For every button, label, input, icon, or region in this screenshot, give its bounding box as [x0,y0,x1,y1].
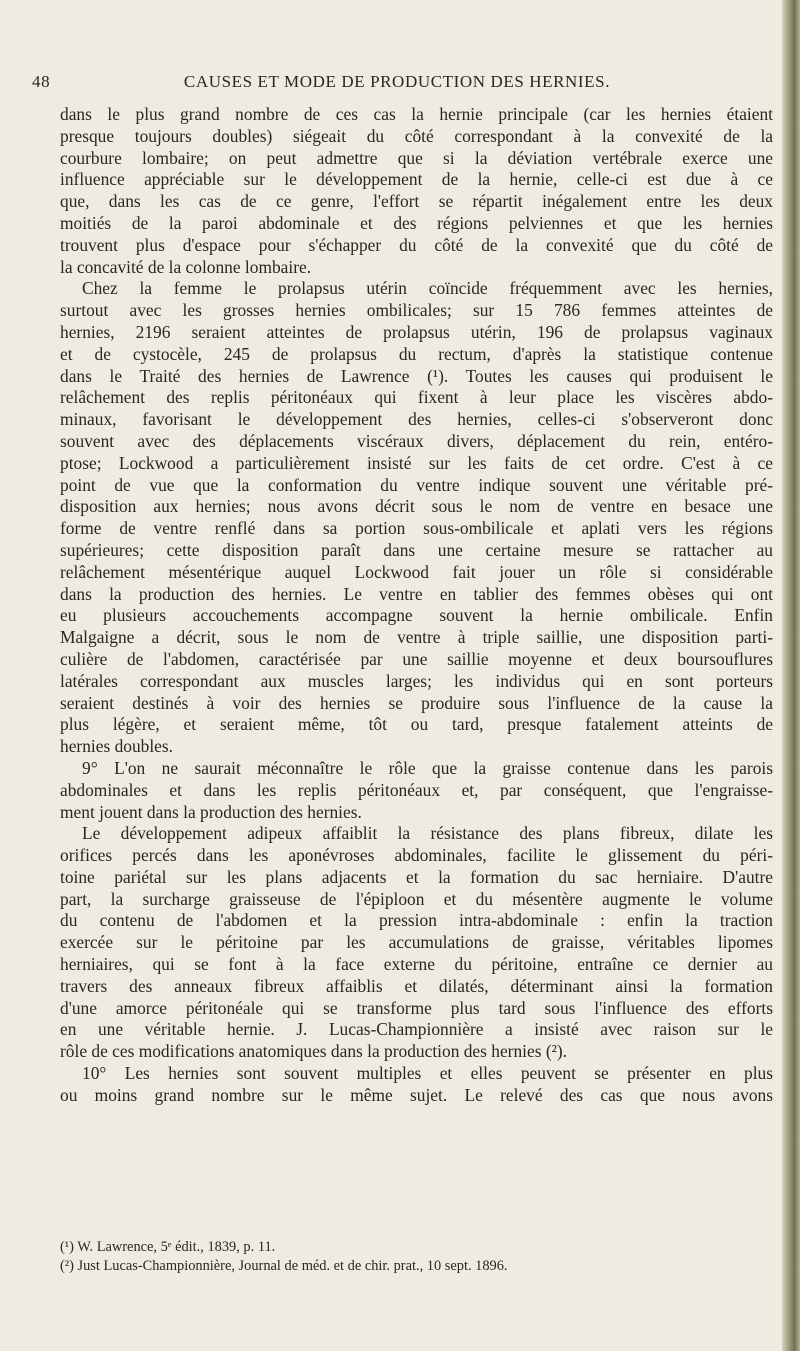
text-line: trouvent plus d'espace pour s'échapper du côté de la convexité que du côté de [60,234,773,255]
paragraph [60,278,773,758]
text-line: la concavité de la colonne lombaire. [60,256,312,277]
footnotes [60,1238,773,1276]
text-line: eu plusieurs accouchements accompagne souvent la hernie ombilicale. Enfin [60,605,773,626]
text-line: 10° Les hernies sont souvent multiples et elles peuvent se présenter en plus [82,1063,773,1084]
text-line: disposition aux hernies; nous avons décrit sous le nom de ventre en besace une [60,496,773,517]
text-line: dans la production des hernies. Le ventre en tablier des femmes obèses qui ont [60,583,773,604]
text-line: hernies, 2196 seraient atteintes de prolapsus utérin, 196 de prolapsus vaginaux [60,321,773,342]
text-line: part, la surcharge graisseuse de l'épiploon et du mésentère augmente le volume [60,888,773,909]
text-line: relâchement des replis péritonéaux qui fixent à leur place les viscères abdo- [60,387,773,408]
text-line: point de vue que la conformation du ventre indique souvent une véritable pré- [60,474,773,495]
text-line: minaux, favorisant le développement des hernies, celles-ci s'observeront donc [60,409,773,430]
text-line: ptose; Lockwood a particulièrement insisté sur les faits de cet ordre. C'est à ce [60,452,773,473]
body-text [60,104,773,1107]
text-line: exercée sur le péritoine par les accumulations de graisse, véritables lipomes [60,932,773,953]
text-line: latérales correspondant aux muscles larges; les individus qui en sont porteurs [60,670,773,691]
paragraph [60,1063,773,1107]
text-line: toine pariétal sur les plans adjacents et la formation du sac herniaire. D'autre [60,866,773,887]
text-line: culière de l'abdomen, caractérisée par une saillie moyenne et deux boursouflures [60,648,773,669]
text-line: du contenu de l'abdomen et la pression intra-abdominale : enfin la traction [60,910,773,931]
footnote: (¹) W. Lawrence, 5ᵉ édit., 1839, p. 11. [60,1239,276,1255]
page-edge [782,0,800,1351]
text-line: souvent avec des déplacements viscéraux divers, déplacement du rein, entéro- [60,430,773,451]
paragraph [60,758,773,823]
text-line: courbure lombaire; on peut admettre que si la déviation vertébrale exerce une [60,147,773,168]
text-line: d'une amorce péritonéale qui se transforme plus tard sous l'influence des efforts [60,997,773,1018]
text-line: ou moins grand nombre sur le même sujet. Le relevé des cas que nous avons [60,1084,773,1105]
text-line: influence appréciable sur le développement de la hernie, celle-ci est due à ce [60,169,773,190]
text-line: 9° L'on ne saurait méconnaître le rôle que la graisse contenue dans les parois [82,757,773,778]
text-line: Chez la femme le prolapsus utérin coïncide fréquemment avec les hernies, [82,278,773,299]
text-line: travers des anneaux fibreux affaiblis et dilatés, déterminant ainsi la formation [60,975,773,996]
text-line: relâchement mésentérique auquel Lockwood fait jouer un rôle si considérable [60,561,773,582]
page-header [32,72,772,96]
text-line: dans le plus grand nombre de ces cas la hernie principale (car les hernies étaient [60,104,773,124]
running-title: CAUSES ET MODE DE PRODUCTION DES HERNIES. [183,72,611,91]
text-line: supérieures; cette disposition paraît dans une certaine mesure se rattacher au [60,539,773,560]
text-line: abdominales et dans les replis péritonéaux et, par conséquent, que l'engraisse- [60,779,773,800]
text-line: herniaires, qui se font à la face externe du péritoine, entraîne ce dernier au [60,954,773,975]
paragraph [60,104,773,278]
text-line: plus légère, et seraient même, tôt ou tard, presque fatalement atteints de [60,714,773,735]
text-line: surtout avec les grosses hernies ombilicales; sur 15 786 femmes atteintes de [60,300,773,321]
footnote: (²) Just Lucas-Championnière, Journal de méd. et de chir. prat., 10 sept. 1896. [60,1258,508,1274]
paragraph [60,823,773,1063]
text-line: presque toujours doubles) siégeait du côté correspondant à la convexité de la [60,125,773,146]
text-line: hernies doubles. [60,736,174,757]
text-line: moitiés de la paroi abdominale et des régions pelviennes et que les hernies [60,212,773,233]
text-line: seraient destinés à voir des hernies se produire sous l'influence de la cause la [60,692,773,713]
text-line: dans le Traité des hernies de Lawrence (¹). Toutes les causes qui produisent le [60,365,773,386]
text-line: orifices percés dans les aponévroses abdominales, facilite le glissement du péri- [60,845,773,866]
text-line: ment jouent dans la production des hernies. [60,801,362,822]
text-line: que, dans les cas de ce genre, l'effort se répartit inégalement entre les deux [60,191,773,212]
page-number: 48 [32,72,51,91]
text-line: et de cystocèle, 245 de prolapsus du rectum, d'après la statistique contenue [60,343,773,364]
text-line: Le développement adipeux affaiblit la résistance des plans fibreux, dilate les [82,823,773,844]
text-line: en une véritable hernie. J. Lucas-Championnière a insisté avec raison sur le [60,1019,773,1040]
text-line: Malgaigne a décrit, sous le nom de ventre à triple saillie, une disposition parti- [60,627,773,648]
text-line: forme de ventre renflé dans sa portion sous-ombilicale et aplati vers les régions [60,518,773,539]
text-line: rôle de ces modifications anatomiques dans la production des hernies (²). [60,1041,567,1062]
